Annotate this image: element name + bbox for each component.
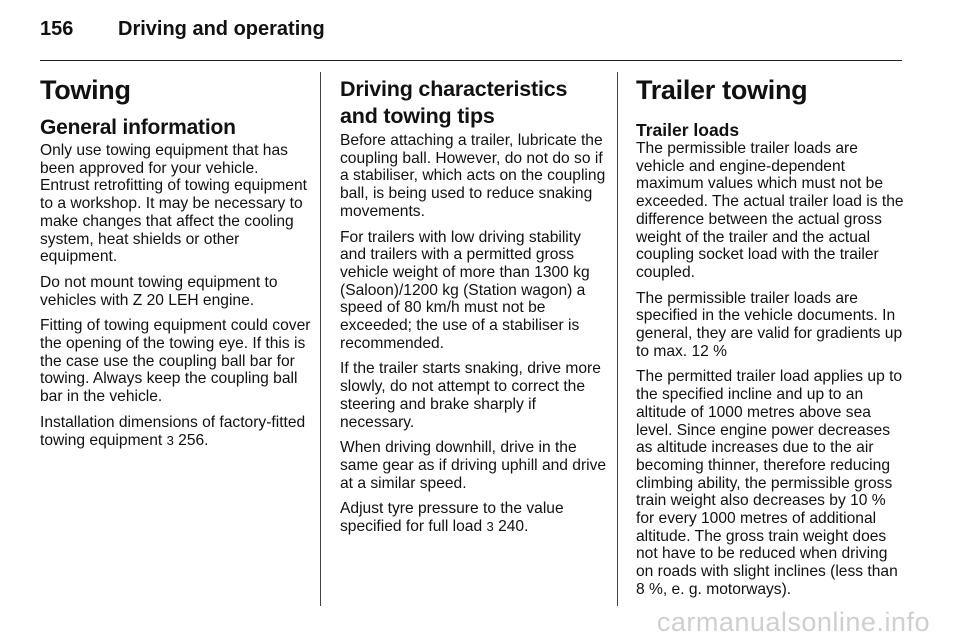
paragraph: Fitting of towing equipment could cover the opening of the towing eye. If this is the case use the coupling ball bar for towing. Always keep the coupling ball bar in the vehicle. (40, 317, 311, 406)
paragraph: The permissible trailer loads are vehicle and engine-dependent maximum values which must not be exceeded. The actual trailer load is the difference between the actual gross weight of the trailer and the actual coupling socket load with the trailer coupled. (636, 140, 904, 281)
paragraph: Do not mount towing equipment to vehicles with Z 20 LEH engine. (40, 273, 278, 309)
cross-reference-page[interactable]: 240. (498, 518, 529, 536)
section-title: Driving and operating (118, 18, 325, 40)
paragraph: When driving downhill, drive in the same gear as if driving uphill and drive at a similar speed. (340, 439, 607, 492)
subheading-general-information: General information (40, 116, 236, 139)
paragraph-text: Installation dimensions of factory-fitted towing equipment (40, 413, 306, 449)
subheading-trailer-loads: Trailer loads (636, 120, 740, 140)
column-towing (40, 72, 312, 457)
heading-towing: Towing (40, 75, 131, 105)
cross-reference-arrow-icon: 3 (166, 432, 174, 448)
paragraph: The permitted trailer load applies up to the specified incline and up to an altitude of 1000 metres above sea level. Since engine power decreases as altitude increases due to the air becoming thinner, therefore reducing climbing ability, the permissible gross train weight also decreases by 10 % for every 1000 metres of additional altitude. The gross train weight does not have to be reduced when driving on roads with slight inclines (less than 8 %, e. g. motorways). (636, 368, 903, 598)
cross-reference-arrow-icon: 3 (486, 519, 494, 535)
column-driving-characteristics (340, 72, 608, 544)
heading-driving-characteristics: Driving characteristics and towing tips (340, 77, 568, 128)
watermark: carmanualsonline.info (656, 607, 930, 637)
paragraph (40, 414, 312, 449)
paragraph: If the trailer starts snaking, drive more slowly, do not attempt to correct the steering and brake sharply if necessary. (340, 360, 601, 431)
paragraph: Only use towing equipment that has been approved for your vehicle. Entrust retrofitting of towing equipment to a workshop. It may be necessary to make changes that affect the cooling system, heat shields or other equipment. (40, 142, 307, 266)
page-number: 156 (40, 18, 74, 40)
paragraph: For trailers with low driving stability and trailers with a permitted gross vehicle weight of more than 1300 kg (Saloon)/1200 kg (Station wagon) a speed of 80 km/h must not be exceeded; the use of a stabiliser is recommended. (340, 228, 590, 352)
column-trailer-towing (636, 72, 906, 607)
heading-trailer-towing: Trailer towing (636, 75, 808, 105)
page-header (40, 18, 920, 48)
column-divider (617, 72, 618, 606)
column-divider (320, 72, 321, 606)
paragraph: The permissible trailer loads are specified in the vehicle documents. In general, they are valid for gradients up to max. 12 % (636, 289, 903, 360)
paragraph: Before attaching a trailer, lubricate the coupling ball. However, do not do so if a stabiliser, which acts on the coupling ball, is being used to reduce snaking movements. (340, 132, 606, 220)
cross-reference-page[interactable]: 256. (178, 431, 209, 449)
paragraph (340, 500, 608, 535)
header-rule (40, 60, 902, 61)
paragraph-text: Adjust tyre pressure to the value specified for full load (340, 500, 564, 536)
